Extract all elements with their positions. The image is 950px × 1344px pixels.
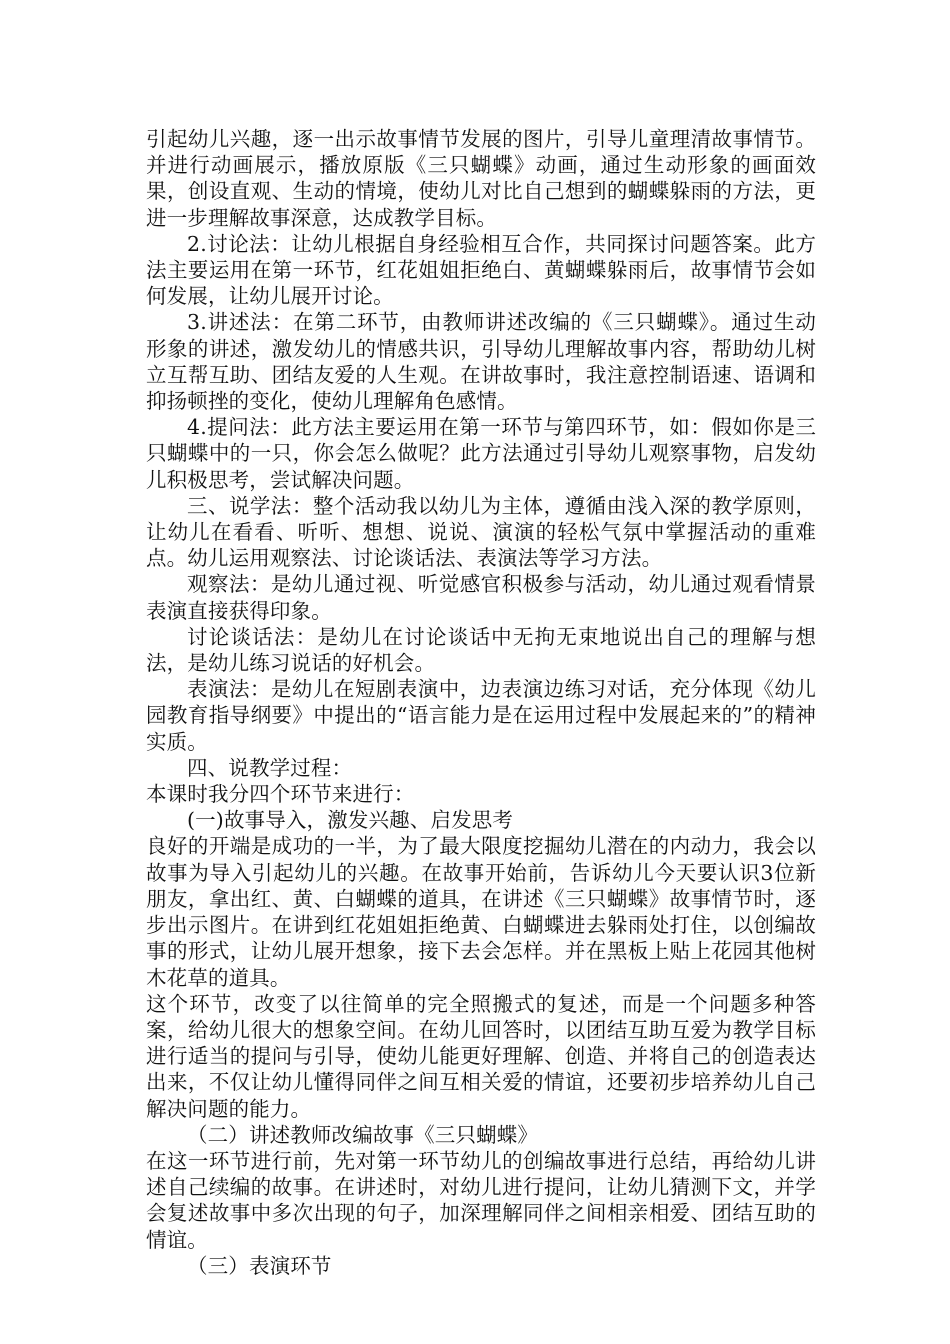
paragraph-discussion-method: 2.讨论法：让幼儿根据自身经验相互合作，共同探讨问题答案。此方法主要运用在第一环节，红花姐姐拒绝白、黄蝴蝶躲雨后，故事情节会如何发展，让幼儿展开讨论。 [146, 231, 816, 309]
section-heading-teaching-process: 四、说教学过程： [187, 755, 353, 780]
subheading-performance-stage: （三）表演环节 [187, 1253, 332, 1278]
paragraph-teacher-story: 在这一环节进行前，先对第一环节幼儿的创编故事进行总结，再给幼儿讲述自己续编的故事。在讲述时，对幼儿进行提问，让幼儿猜测下文，并学会复述故事中多次出现的句子，加深理解同伴之间相亲相爱、团结互助的情谊。 [146, 1148, 816, 1252]
paragraph-learning-methods: 三、说学法：整个活动我以幼儿为主体，遵循由浅入深的教学原则，让幼儿在看看、听听、想想、说说、演演的轻松气氛中掌握活动的重难点。幼儿运用观察法、讨论谈话法、表演法等学习方法。 [146, 493, 816, 571]
subheading-story-intro: (一)故事导入，激发兴趣、启发思考 [187, 808, 514, 833]
paragraph-discussion-talk-method: 讨论谈话法：是幼儿在讨论谈话中无拘无束地说出自己的理解与想法，是幼儿练习说话的好机会。 [146, 624, 816, 676]
paragraph-performance-method: 表演法：是幼儿在短剧表演中，边表演边练习对话，充分体现《幼儿园教育指导纲要》中提出的“语言能力是在运用过程中发展起来的”的精神实质。 [146, 677, 816, 754]
subheading-teacher-story: （二）讲述教师改编故事《三只蝴蝶》 [187, 1122, 539, 1147]
paragraph-four-stages: 本课时我分四个环节来进行： [146, 782, 415, 807]
document-page [146, 126, 816, 1279]
paragraph-stage-analysis: 这个环节，改变了以往简单的完全照搬式的复述，而是一个问题多种答案，给幼儿很大的想象空间。在幼儿回答时，以团结互助互爱为教学目标进行适当的提问与引导，使幼儿能更好理解、创造、并将自己的创造表达出来，不仅让幼儿懂得同伴之间互相关爱的情谊，还要初步培养幼儿自己解决问题的能力。 [146, 991, 816, 1121]
paragraph-observation-method: 观察法：是幼儿通过视、听觉感官积极参与活动，幼儿通过观看情景表演直接获得印象。 [146, 572, 816, 623]
paragraph-narration-method: 3.讲述法：在第二环节，由教师讲述改编的《三只蝴蝶》。通过生动形象的讲述，激发幼儿的情感共识，引导幼儿理解故事内容，帮助幼儿树立互帮互助、团结友爱的人生观。在讲故事时，我注意控制语速、语调和抑扬顿挫的变化，使幼儿理解角色感情。 [146, 310, 816, 414]
paragraph-story-intro: 良好的开端是成功的一半，为了最大限度挖掘幼儿潜在的内动力，我会以故事为导入引起幼儿的兴趣。在故事开始前，告诉幼儿今天要认识3位新朋友，拿出红、黄、白蝴蝶的道具，在讲述《三只蝴蝶》故事情节时，逐步出示图片。在讲到红花姐姐拒绝黄、白蝴蝶进去躲雨处打住，以创编故事的形式，让幼儿展开想象，接下去会怎样。并在黑板上贴上花园其他树木花草的道具。 [146, 834, 816, 990]
paragraph-intro-continuation: 引起幼儿兴趣，逐一出示故事情节发展的图片，引导儿童理清故事情节。并进行动画展示，播放原版《三只蝴蝶》动画，通过生动形象的画面效果，创设直观、生动的情境，使幼儿对比自己想到的蝴蝶躲雨的方法，更进一步理解故事深意，达成教学目标。 [146, 127, 816, 230]
paragraph-questioning-method: 4.提问法：此方法主要运用在第一环节与第四环节，如：假如你是三只蝴蝶中的一只，你会怎么做呢？此方法通过引导幼儿观察事物，启发幼儿积极思考，尝试解决问题。 [146, 415, 816, 492]
